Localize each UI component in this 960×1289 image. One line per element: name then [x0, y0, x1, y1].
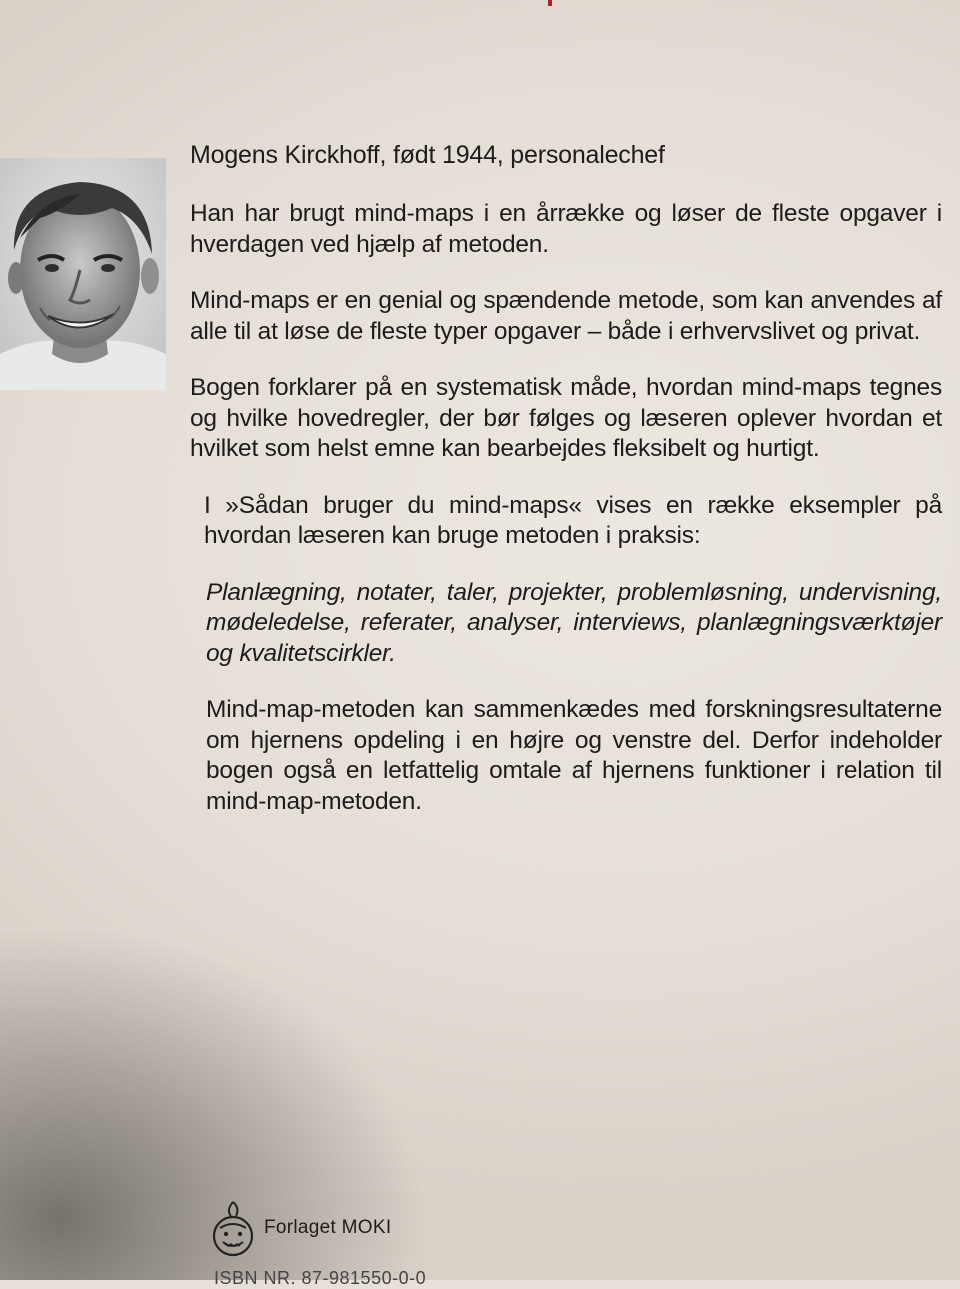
back-cover-text: [190, 140, 942, 843]
publisher-block: [210, 1198, 391, 1258]
publisher-name: Forlaget MOKI: [264, 1217, 392, 1238]
paragraph-experience: Han har brugt mind-maps i en årrække og løser de fleste opgaver i hverdagen ved hjælp af metoden.: [190, 200, 942, 258]
red-mark: [548, 0, 552, 6]
author-portrait-icon: [0, 158, 166, 390]
paragraph-examples-intro: I »Sådan bruger du mind-maps« vises en række eksempler på hvordan læseren kan bruge metoden i praksis:: [204, 491, 942, 549]
paragraph-brain-research: Mind-map-metoden kan sammenkædes med forskningsresultaterne om hjernens opdeling i en højre og venstre del. Derfor indeholder bogen også en letfattelig omtale af hjernens funktioner i relation til mind-map-metoden.: [206, 696, 942, 815]
paragraph-examples-list: Planlægning, notater, taler, projekter, problemløsning, undervisning, mødeledelse, referater, analyser, interviews, planlægningsværktøjer og kvalitetscirkler.: [206, 578, 942, 667]
isbn-number: ISBN NR. 87-981550-0-0: [214, 1268, 427, 1288]
author-bio: Mogens Kirckhoff, født 1944, personalechef: [190, 141, 665, 169]
moki-logo-icon: [210, 1198, 256, 1258]
author-photo: [0, 158, 166, 390]
paragraph-book-explains: Bogen forklarer på en systematisk måde, hvordan mind-maps tegnes og hvilke hovedregler, der bør følges og læseren oplever hvordan et hvilket som helst emne kan bearbejdes fleksibelt og hurtigt.: [190, 374, 942, 462]
paragraph-method: Mind-maps er en genial og spændende metode, som kan anvendes af alle til at løse de fleste typer opgaver – både i erhvervslivet og privat.: [190, 287, 942, 345]
